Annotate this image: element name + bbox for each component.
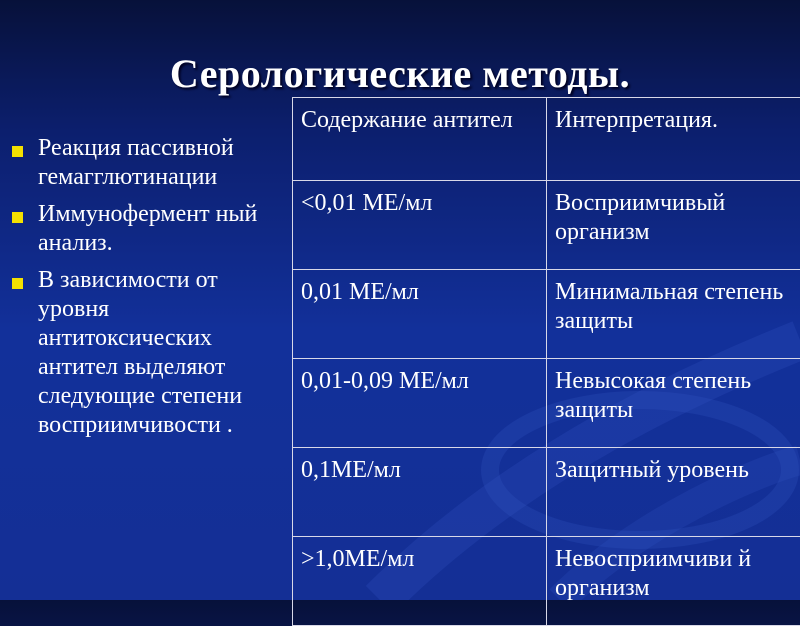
bullet-square-icon: [12, 278, 23, 289]
antibody-table: [292, 97, 800, 626]
table-row: [293, 181, 800, 270]
table-cell-level: 0,01 МЕ/мл: [293, 270, 547, 359]
table-cell-level: >1,0МЕ/мл: [293, 537, 547, 626]
table-row: [293, 537, 800, 626]
bullet-square-icon: [12, 212, 23, 223]
table-cell-level: 0,01-0,09 МЕ/мл: [293, 359, 547, 448]
bullet-item: [8, 200, 284, 258]
bullet-text: Реакция пассивной гемагглютинации: [38, 135, 234, 190]
bullet-item: [8, 266, 284, 440]
bullet-text: В зависимости от уровня антитоксических антител выделяют следующие степени восприимчивости .: [38, 267, 242, 438]
table-cell-interpretation: Защитный уровень: [547, 448, 800, 537]
table-header-row: [293, 98, 800, 181]
table-cell-interpretation: Минимальная степень защиты: [547, 270, 800, 359]
bullet-square-icon: [12, 146, 23, 157]
header-cell-interpretation: Интерпретация.: [547, 98, 800, 181]
table-cell-interpretation: Невысокая степень защиты: [547, 359, 800, 448]
table-row: [293, 359, 800, 448]
bullet-text: Иммунофермент ный анализ.: [38, 201, 257, 256]
table-cell-interpretation: Невосприимчиви й организм: [547, 537, 800, 626]
table-cell-level: 0,1МЕ/мл: [293, 448, 547, 537]
table-row: [293, 270, 800, 359]
bullet-item: [8, 134, 284, 192]
table-cell-level: <0,01 МЕ/мл: [293, 181, 547, 270]
bullet-list: [8, 134, 284, 448]
header-cell-antibody: Содержание антител: [293, 98, 547, 181]
slide-title: Серологические методы.: [0, 50, 800, 97]
table-row: [293, 448, 800, 537]
table-cell-interpretation: Восприимчивый организм: [547, 181, 800, 270]
